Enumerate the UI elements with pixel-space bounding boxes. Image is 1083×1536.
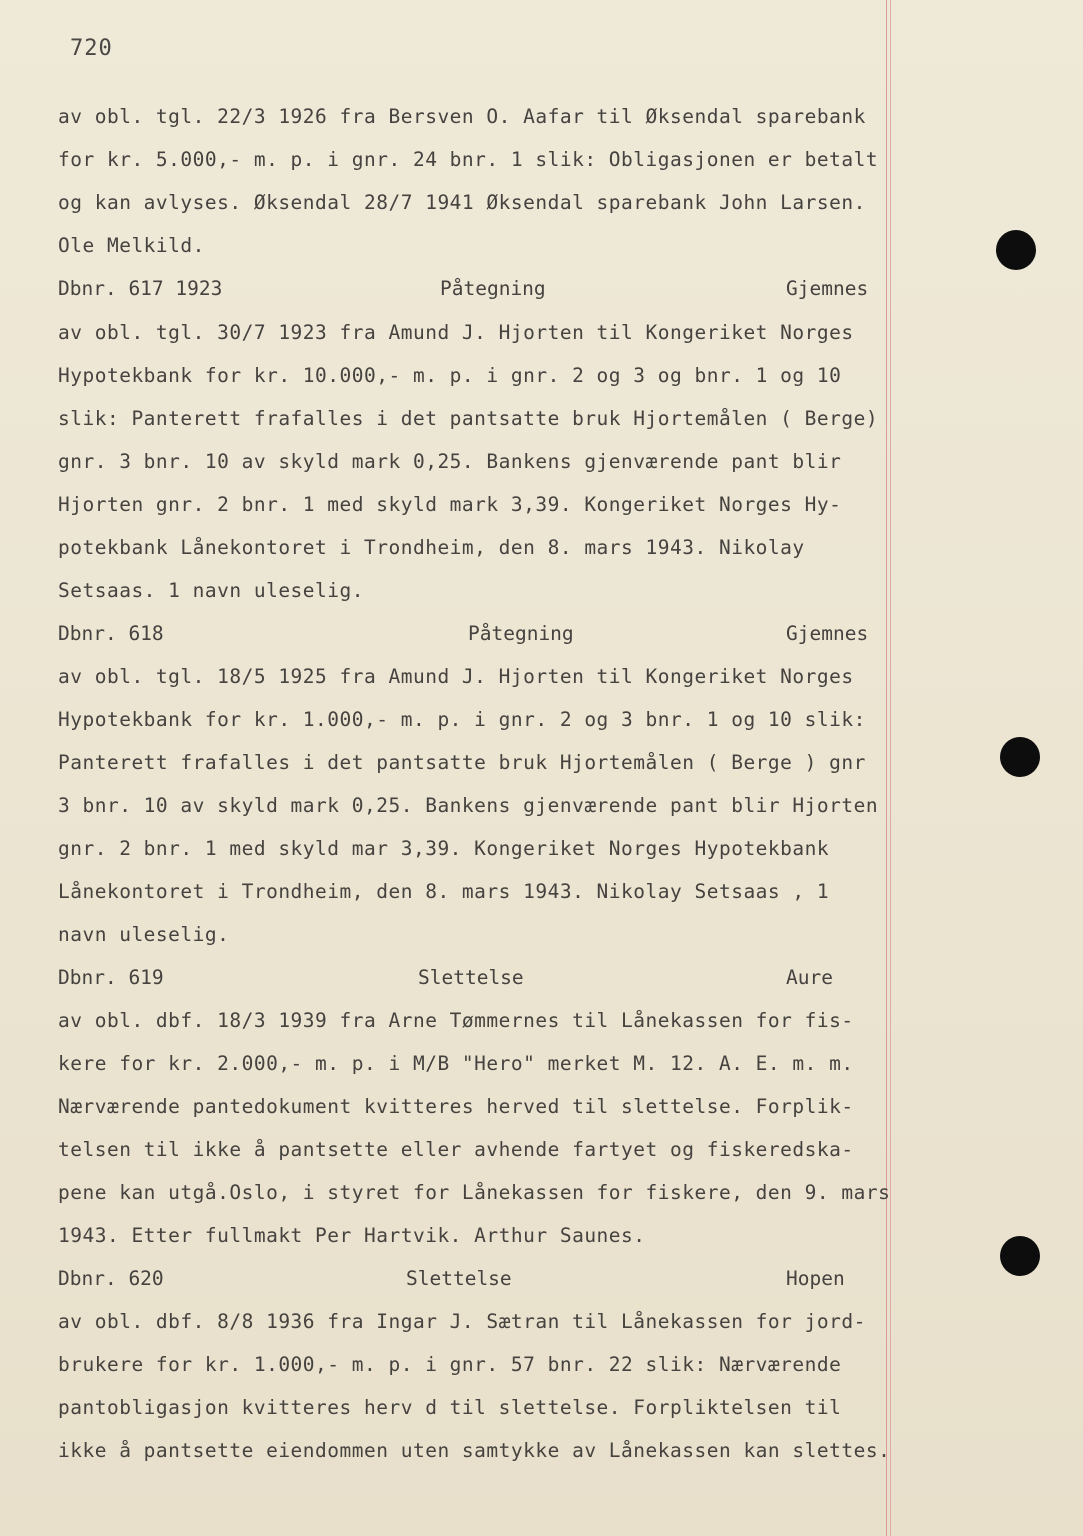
text-line: gnr. 3 bnr. 10 av skyld mark 0,25. Bankens gjenværende pant blir xyxy=(58,450,842,473)
text-line: Hjorten gnr. 2 bnr. 1 med skyld mark 3,39. Kongeriket Norges Hy- xyxy=(58,493,842,516)
margin-rule xyxy=(886,0,887,1536)
text-line: av obl. tgl. 22/3 1926 fra Bersven O. Aafar til Øksendal sparebank xyxy=(58,105,866,128)
text-line: Setsaas. 1 navn uleselig. xyxy=(58,579,364,602)
entry-place: Gjemnes xyxy=(786,277,869,300)
entry-type: Slettelse xyxy=(418,966,524,989)
text-line: av obl. dbf. 18/3 1939 fra Arne Tømmernes til Lånekassen for fis- xyxy=(58,1009,854,1032)
text-line: pene kan utgå.Oslo, i styret for Lånekassen for fiskere, den 9. mars xyxy=(58,1181,891,1204)
text-line: pantobligasjon kvitteres herv d til slettelse. Forpliktelsen til xyxy=(58,1396,842,1419)
binder-hole-icon xyxy=(1000,1236,1040,1276)
entry-type: Slettelse xyxy=(406,1267,512,1290)
entry-number: Dbnr. 620 xyxy=(58,1267,164,1290)
margin-rule xyxy=(890,0,891,1536)
text-line: 1943. Etter fullmakt Per Hartvik. Arthur Saunes. xyxy=(58,1224,646,1247)
text-line: brukere for kr. 1.000,- m. p. i gnr. 57 bnr. 22 slik: Nærværende xyxy=(58,1353,842,1376)
text-line: Ole Melkild. xyxy=(58,234,205,257)
text-line: Lånekontoret i Trondheim, den 8. mars 1943. Nikolay Setsaas , 1 xyxy=(58,880,830,903)
text-line: Panterett frafalles i det pantsatte bruk Hjortemålen ( Berge ) gnr xyxy=(58,751,866,774)
text-line: ikke å pantsette eiendommen uten samtykke av Lånekassen kan slettes. xyxy=(58,1439,891,1462)
text-line: potekbank Lånekontoret i Trondheim, den 8. mars 1943. Nikolay xyxy=(58,536,805,559)
text-line: og kan avlyses. Øksendal 28/7 1941 Øksendal sparebank John Larsen. xyxy=(58,191,866,214)
text-line: kere for kr. 2.000,- m. p. i M/B "Hero" merket M. 12. A. E. m. m. xyxy=(58,1052,854,1075)
text-line: Hypotekbank for kr. 10.000,- m. p. i gnr. 2 og 3 og bnr. 1 og 10 xyxy=(58,364,842,387)
text-line: av obl. dbf. 8/8 1936 fra Ingar J. Sætran til Lånekassen for jord- xyxy=(58,1310,866,1333)
entry-number: Dbnr. 617 1923 xyxy=(58,277,223,300)
entry-place: Hopen xyxy=(786,1267,845,1290)
page-number: 720 xyxy=(70,36,113,61)
text-line: telsen til ikke å pantsette eller avhende fartyet og fiskeredska- xyxy=(58,1138,854,1161)
entry-type: Påtegning xyxy=(468,622,574,645)
entry-number: Dbnr. 618 xyxy=(58,622,164,645)
entry-place: Gjemnes xyxy=(786,622,869,645)
text-line: av obl. tgl. 30/7 1923 fra Amund J. Hjorten til Kongeriket Norges xyxy=(58,321,854,344)
text-line: for kr. 5.000,- m. p. i gnr. 24 bnr. 1 slik: Obligasjonen er betalt xyxy=(58,148,879,171)
text-line: Hypotekbank for kr. 1.000,- m. p. i gnr. 2 og 3 bnr. 1 og 10 slik: xyxy=(58,708,866,731)
binder-hole-icon xyxy=(996,230,1036,270)
text-line: av obl. tgl. 18/5 1925 fra Amund J. Hjorten til Kongeriket Norges xyxy=(58,665,854,688)
entry-number: Dbnr. 619 xyxy=(58,966,164,989)
entry-type: Påtegning xyxy=(440,277,546,300)
text-line: slik: Panterett frafalles i det pantsatte bruk Hjortemålen ( Berge) xyxy=(58,407,879,430)
entry-place: Aure xyxy=(786,966,833,989)
text-line: gnr. 2 bnr. 1 med skyld mar 3,39. Kongeriket Norges Hypotekbank xyxy=(58,837,830,860)
binder-hole-icon xyxy=(1000,737,1040,777)
text-line: navn uleselig. xyxy=(58,923,230,946)
text-line: 3 bnr. 10 av skyld mark 0,25. Bankens gjenværende pant blir Hjorten xyxy=(58,794,879,817)
text-line: Nærværende pantedokument kvitteres herved til slettelse. Forplik- xyxy=(58,1095,854,1118)
